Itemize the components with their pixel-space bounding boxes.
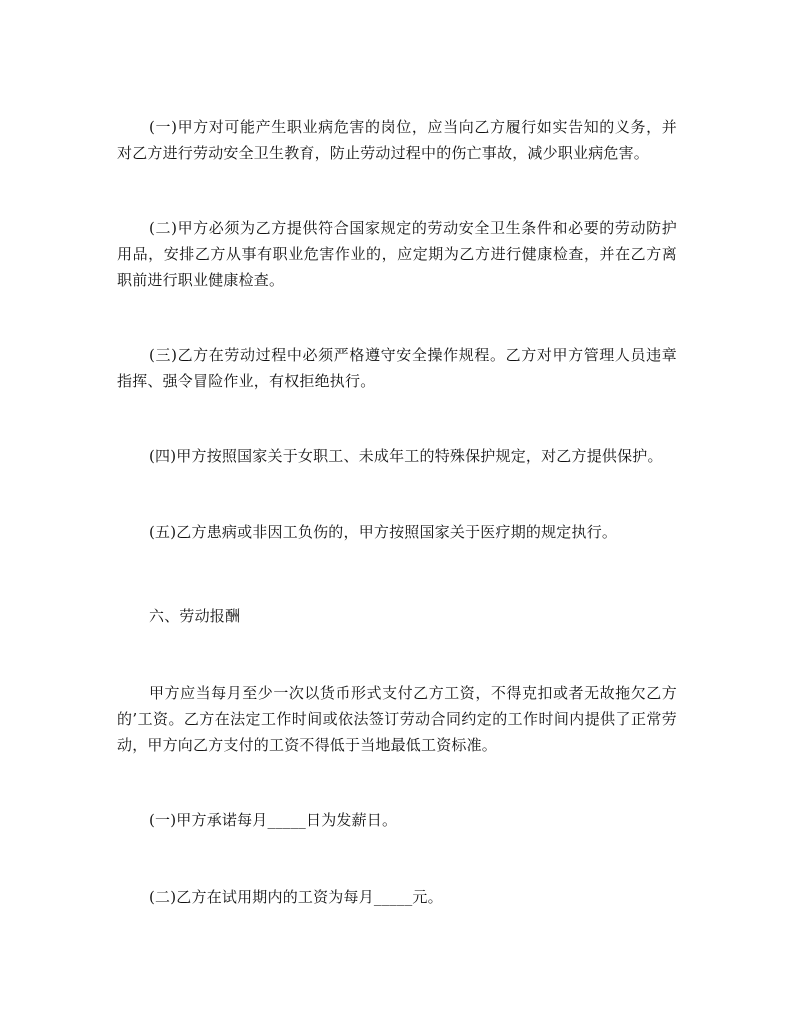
paragraph-safety-rules: (三)乙方在劳动过程中必须严格遵守安全操作规程。乙方对甲方管理人员违章指挥、强令冒险作业，有权拒绝执行。 [117, 346, 677, 390]
paragraph-payday: (一)甲方承诺每月_____日为发薪日。 [149, 811, 398, 829]
paragraph-safety-notice: (一)甲方对可能产生职业病危害的岗位，应当向乙方履行如实告知的义务，并对乙方进行劳动安全卫生教育，防止劳动过程中的伤亡事故，减少职业病危害。 [117, 118, 677, 162]
paragraph-medical-period: (五)乙方患病或非因工负伤的，甲方按照国家关于医疗期的规定执行。 [149, 523, 618, 541]
section-heading-labor-pay: 六、劳动报酬 [149, 607, 241, 625]
paragraph-special-protection: (四)甲方按照国家关于女职工、未成年工的特殊保护规定，对乙方提供保护。 [149, 447, 663, 465]
paragraph-protective-conditions: (二)甲方必须为乙方提供符合国家规定的劳动安全卫生条件和必要的劳动防护用品，安排乙方从事有职业危害作业的，应定期为乙方进行健康检查，并在乙方离职前进行职业健康检查。 [117, 219, 677, 289]
paragraph-wage-payment: 甲方应当每月至少一次以货币形式支付乙方工资，不得克扣或者无故拖欠乙方的’工资。乙方在法定工作时间或依法签订劳动合同约定的工作时间内提供了正常劳动，甲方向乙方支付的工资不得低于当地最低工资标准。 [117, 684, 677, 754]
paragraph-probation-wage: (二)乙方在试用期内的工资为每月_____元。 [149, 888, 443, 906]
